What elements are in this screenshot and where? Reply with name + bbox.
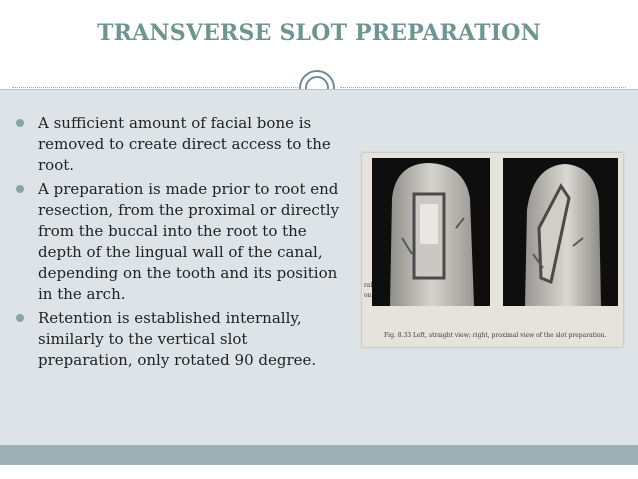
- bullet-icon: [16, 119, 24, 127]
- tooth-figure: [362, 153, 623, 347]
- title-divider-left: [12, 87, 300, 88]
- bullet-item: [14, 113, 344, 176]
- tooth-straight-view-photo: [372, 158, 490, 306]
- bullet-icon: [16, 185, 24, 193]
- bullet-item: [14, 308, 344, 371]
- tooth-proximal-view-photo: [503, 158, 618, 306]
- bullet-text: A preparation is made prior to root end resection, from the proximal or directly from the buccal into the root to the depth of the lingual wall of the canal, depending on the tooth and its position in the arch.: [38, 180, 340, 303]
- figure-caption: Fig. 8.33 Left, straight view; right, proximal view of the slot preparation.: [384, 332, 607, 339]
- bottom-margin: [0, 465, 638, 479]
- bullet-item: [14, 179, 344, 305]
- footer-bar: [0, 445, 638, 465]
- title-divider-right: [340, 87, 626, 88]
- bullet-text: Retention is established internally, similarly to the vertical slot preparation, only rotated 90 degree.: [38, 309, 317, 369]
- figure-edge-text: ral on: [364, 282, 373, 299]
- bullet-icon: [16, 314, 24, 322]
- bullet-list: [14, 113, 344, 374]
- bullet-text: A sufficient amount of facial bone is removed to create direct access to the root.: [38, 114, 331, 174]
- slide-title: TRANSVERSE SLOT PREPARATION: [97, 20, 541, 46]
